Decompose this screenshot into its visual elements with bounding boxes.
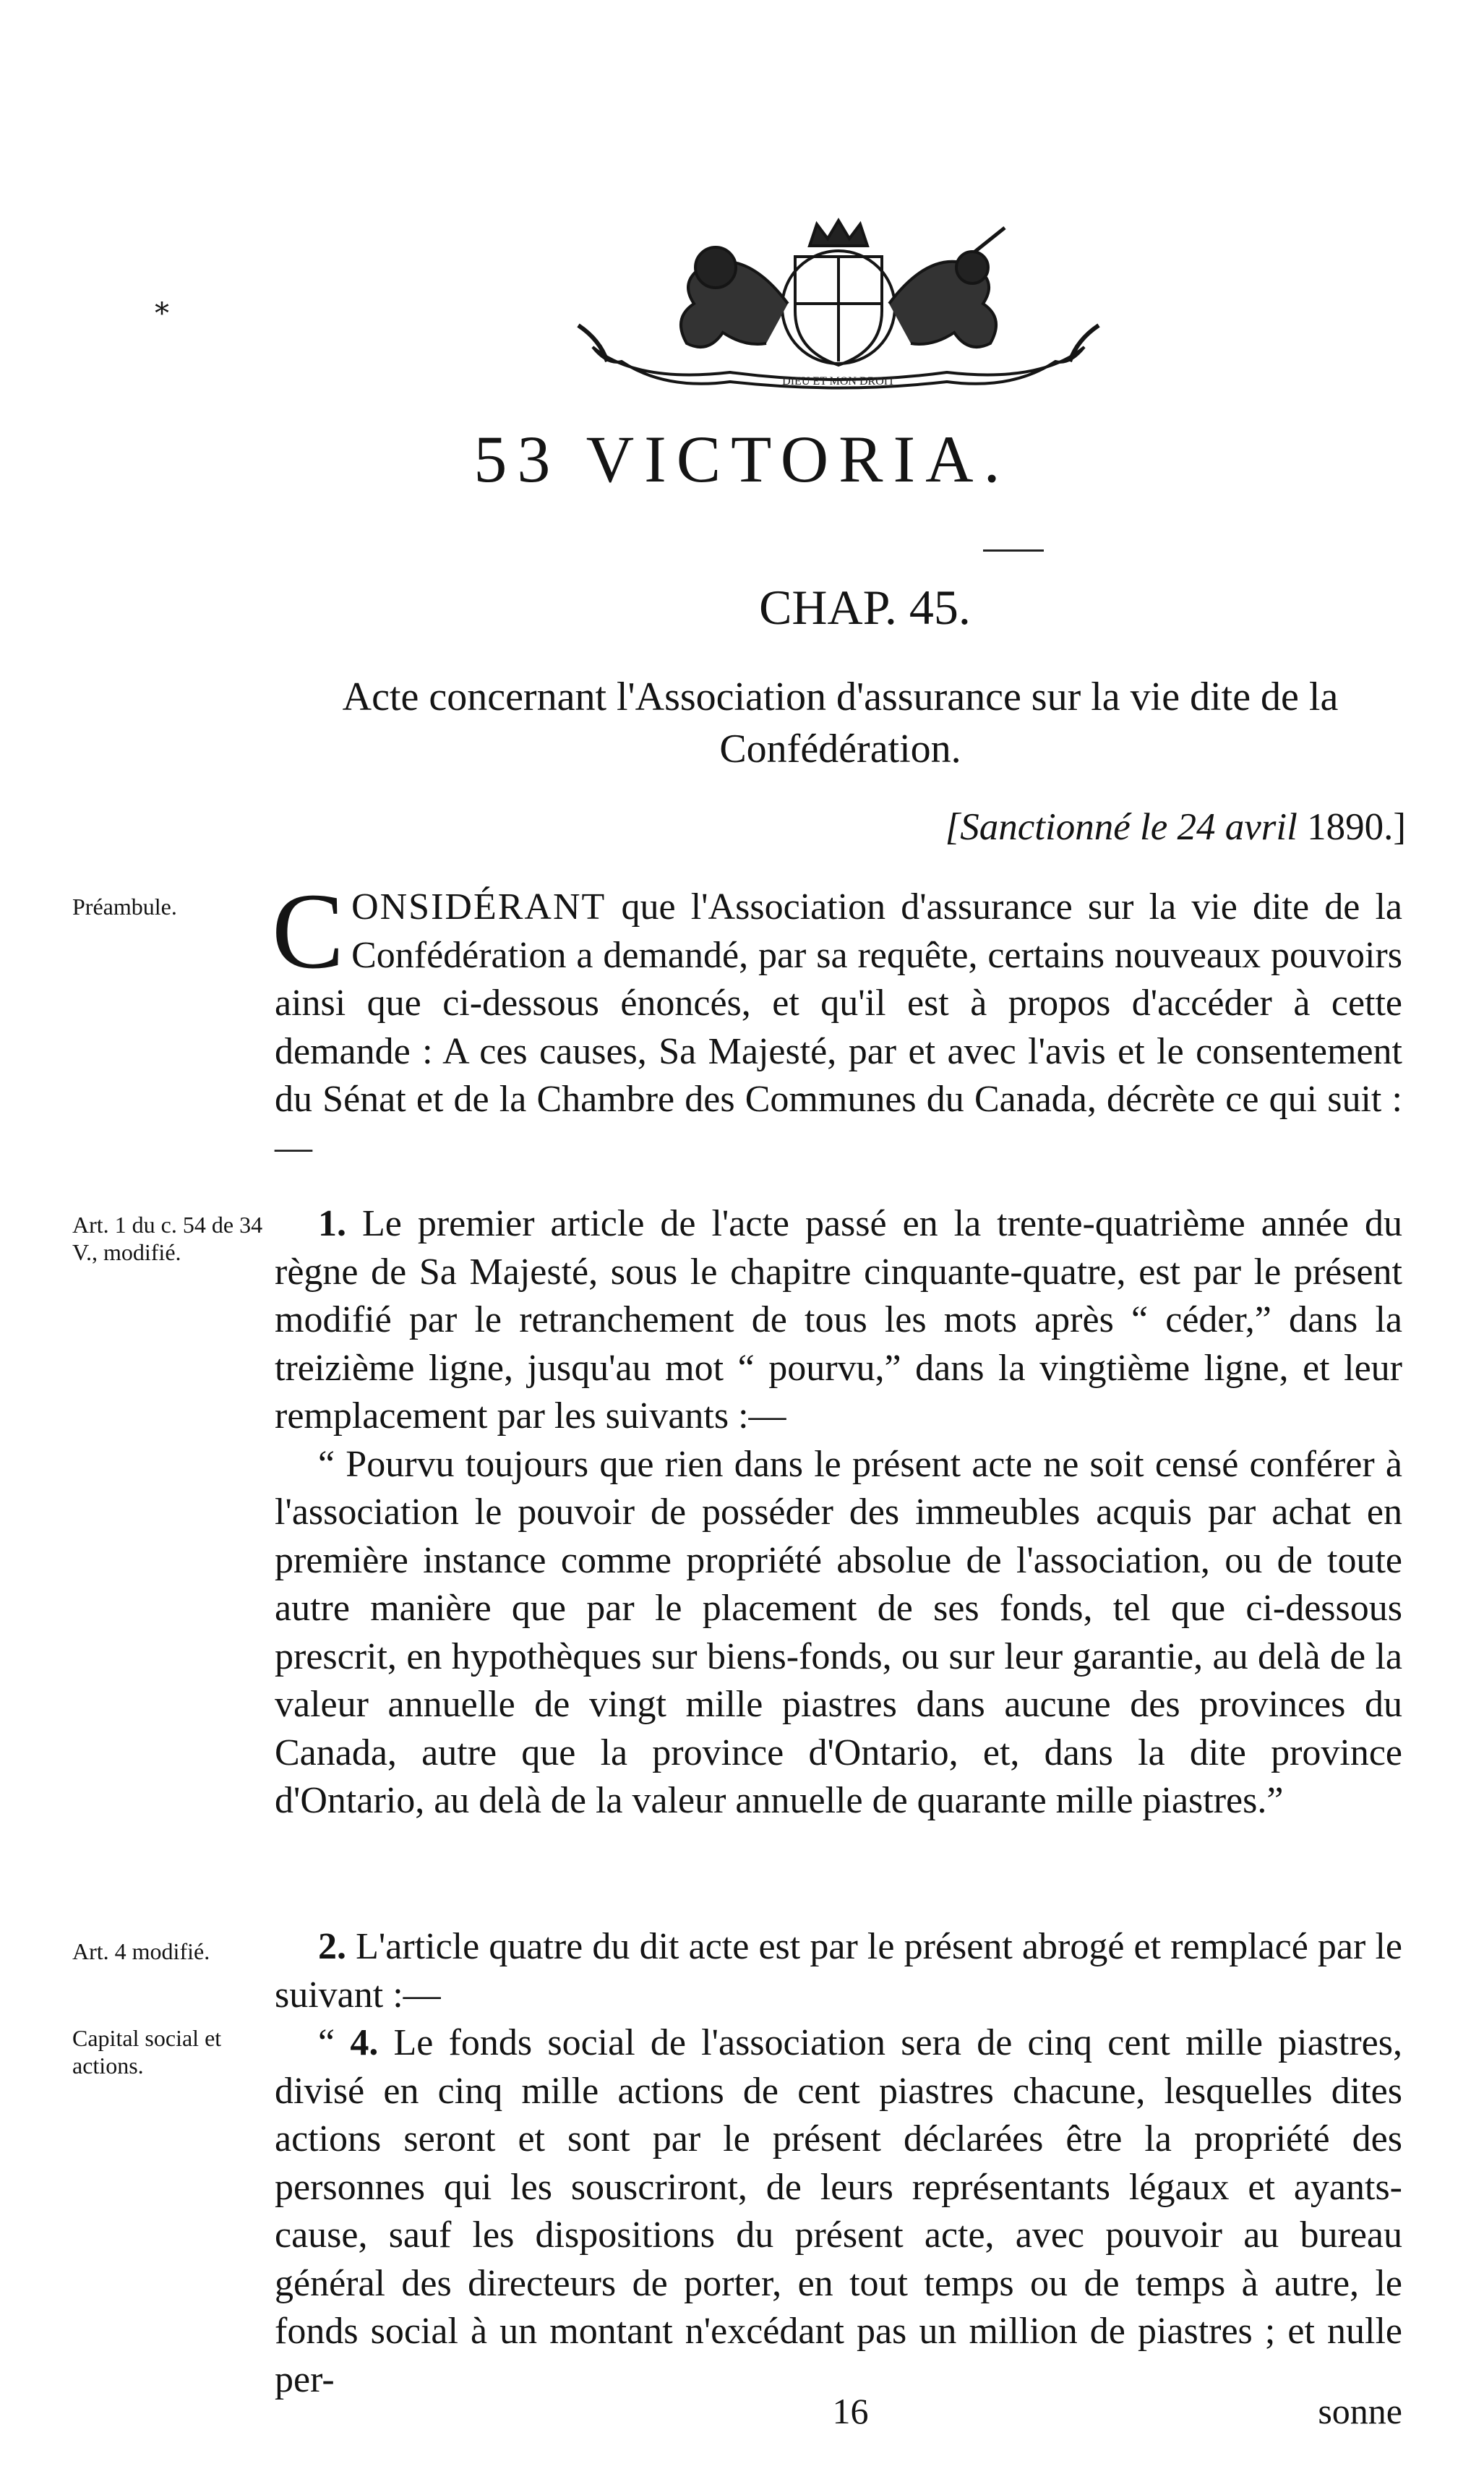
act-title: Acte concernant l'Association d'assurance sur la vie dite de la Confédération. xyxy=(342,675,1339,771)
divider xyxy=(983,549,1044,552)
section-4: “ 4. Le fonds social de l'association sera de cinq cent mille piastres, divisé en cinq mille actions de cent piastres chacune, lesquelles dites actions seront et sont par le présent déclarées être la propriété des personnes qui les souscriront, de leurs représentants légaux et ayants-cause, sauf les dispositions du présent acte, avec pouvoir au bureau général des directeurs de porter, en tout temps ou de temps à autre, le fonds social à un montant n'excédant pas un million de piastres ; et nulle per- xyxy=(275,2022,1402,2400)
margin-note-capital: Capital social et actions. xyxy=(72,2025,222,2079)
stray-mark: * xyxy=(155,297,169,330)
margin-note-art4: Art. 4 modifié. xyxy=(72,1938,210,1964)
section-1: 1. Le premier article de l'acte passé en la trente-quatrième année du règne de Sa Majesté, sous le chapitre cinquante-quatre, est par le présent modifié par le retranchement de tous les mots après “ céder,” dans la treizième ligne, jusqu'au mot “ pourvu,” dans la vingtième ligne, et leur remplacement par les suivants :— “ Pourvu toujours que rien dans le présent acte ne soit censé conférer à l'association le pouvoir de posséder des immeubles acquis par achat en première instance comme propriété absolue de l'association, ou de toute autre manière que par le placement de ses fonds, tel que ci-dessous prescrit, en hypothèques sur biens-fonds, ou sur leur garantie, au delà de la valeur annuelle de vingt mille piastres dans aucune des provinces du Canada, autre que la province d'Ontario, et, dans la dite province d'Ontario, au delà de la valeur annuelle de quarante mille piastres.” xyxy=(275,1200,1402,1825)
catchword: sonne xyxy=(1318,2391,1402,2431)
preamble-paragraph: CONSIDÉRANT que l'Association d'assurance sur la vie dite de la Confédération a demandé, par sa requête, certains nouveaux pouvoirs ainsi que ci-dessous énoncés, et qu'il est à propos d'accéder à cette demande : A ces causes, Sa Majesté, par et avec l'avis et le consentement du Sénat et de la Chambre des Communes du Canada, décrète ce qui suit :— xyxy=(272,871,1402,1168)
drop-cap: C xyxy=(272,871,345,991)
royal-coat-of-arms-icon xyxy=(549,217,1128,390)
page-number: 16 xyxy=(832,2391,869,2431)
page-title: 53 VICTORIA. xyxy=(473,422,1011,496)
chapter-heading: CHAP. 45. xyxy=(759,580,971,635)
assent-date: [Sanctionné le 24 avril 1890.] xyxy=(945,806,1406,848)
svg-text:DIEU ET MON DROIT: DIEU ET MON DROIT xyxy=(782,375,895,388)
margin-note-art1: Art. 1 du c. 54 de 34 V., modifié. xyxy=(72,1212,263,1265)
section-2: 2. L'article quatre du dit acte est par le présent abrogé et remplacé par le suivant :— xyxy=(275,1926,1402,2016)
section-1-quote: “ Pourvu toujours que rien dans le présent acte ne soit censé conférer à l'association le pouvoir de posséder des immeubles acquis par achat en première instance comme propriété absolue de l'association, ou de toute autre manière que par le placement de ses fonds, tel que ci-dessous prescrit, en hypothèques sur biens-fonds, ou sur leur garantie, au delà de la valeur annuelle de vingt mille piastres dans aucune des provinces du Canada, autre que la province d'Ontario, et, dans la dite province d'Ontario, au delà de la valeur annuelle de quarante mille piastres.” xyxy=(275,1443,1402,1821)
margin-note-preamble: Préambule. xyxy=(72,894,177,920)
